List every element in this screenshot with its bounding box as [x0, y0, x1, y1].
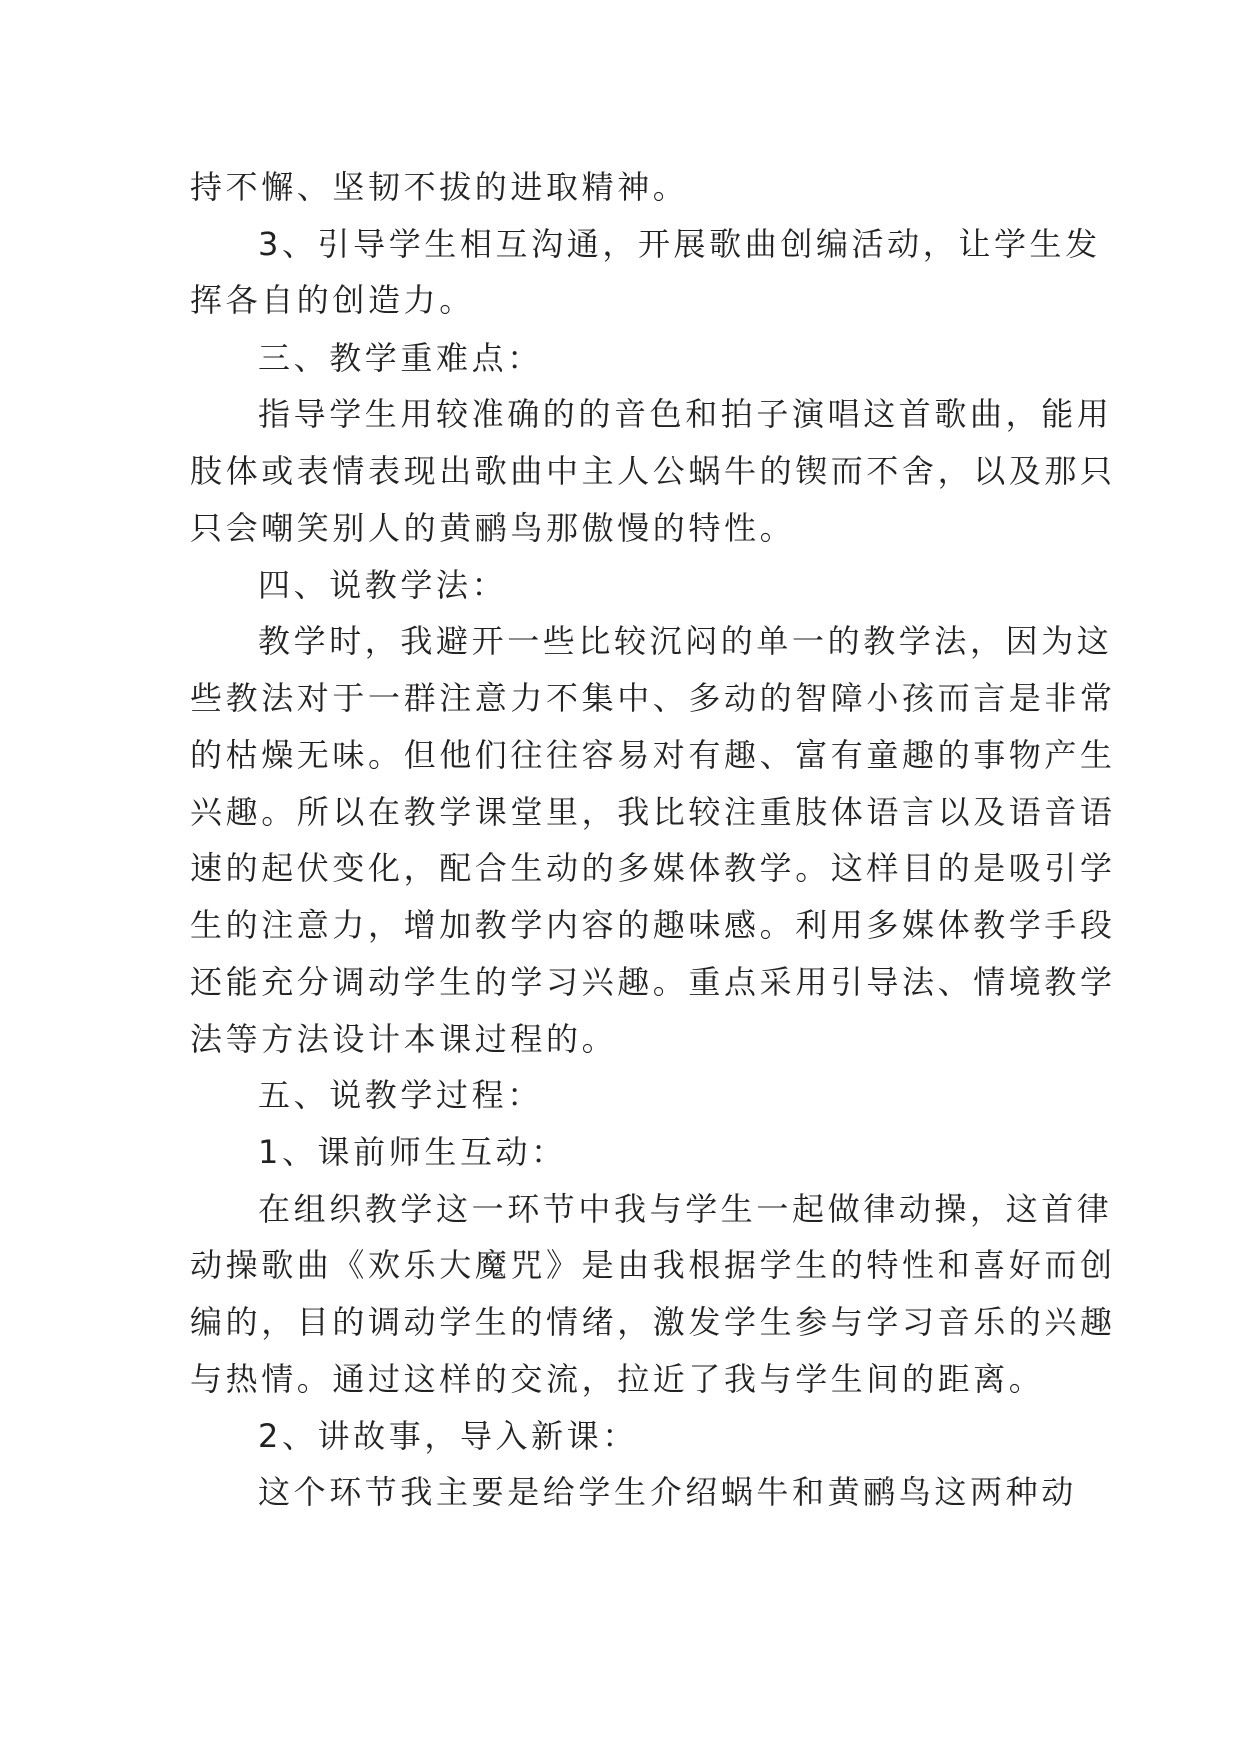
text-line: 与热情。通过这样的交流，拉近了我与学生间的距离。 [190, 1360, 1045, 1398]
text-line: 生的注意力，增加教学内容的趣味感。利用多媒体教学手段 [190, 906, 1116, 944]
section-heading: 三、教学重难点： [258, 339, 543, 377]
section-heading: 五、说教学过程： [258, 1076, 543, 1114]
text-line: 的枯燥无味。但他们往往容易对有趣、富有童趣的事物产生 [190, 736, 1116, 774]
text-line: 些教法对于一群注意力不集中、多动的智障小孩而言是非常 [190, 679, 1116, 717]
text-line: 编的，目的调动学生的情绪，激发学生参与学习音乐的兴趣 [190, 1303, 1116, 1341]
subsection-heading: 1、课前师生互动： [258, 1133, 567, 1171]
text-line: 动操歌曲《欢乐大魔咒》是由我根据学生的特性和喜好而创 [190, 1246, 1116, 1284]
text-line: 还能充分调动学生的学习兴趣。重点采用引导法、情境教学 [190, 963, 1116, 1001]
text-line: 挥各自的创造力。 [190, 281, 475, 319]
subsection-heading: 2、讲故事，导入新课： [258, 1417, 638, 1455]
text-line: 持不懈、坚韧不拔的进取精神。 [190, 168, 689, 206]
text-line: 兴趣。所以在教学课堂里，我比较注重肢体语言以及语音语 [190, 793, 1116, 831]
text-line: 3、引导学生相互沟通，开展歌曲创编活动，让学生发 [258, 225, 1101, 263]
text-line: 法等方法设计本课过程的。 [190, 1020, 618, 1058]
text-line: 肢体或表情表现出歌曲中主人公蜗牛的锲而不舍，以及那只 [190, 452, 1116, 490]
text-line: 这个环节我主要是给学生介绍蜗牛和黄鹂鸟这两种动 [258, 1473, 1077, 1511]
text-line: 教学时，我避开一些比较沉闷的单一的教学法，因为这 [258, 622, 1113, 660]
text-line: 速的起伏变化，配合生动的多媒体教学。这样目的是吸引学 [190, 849, 1116, 887]
text-line: 指导学生用较准确的的音色和拍子演唱这首歌曲，能用 [258, 395, 1113, 433]
text-line: 只会嘲笑别人的黄鹂鸟那傲慢的特性。 [190, 509, 796, 547]
section-heading: 四、说教学法： [258, 566, 508, 604]
text-line: 在组织教学这一环节中我与学生一起做律动操，这首律 [258, 1190, 1113, 1228]
